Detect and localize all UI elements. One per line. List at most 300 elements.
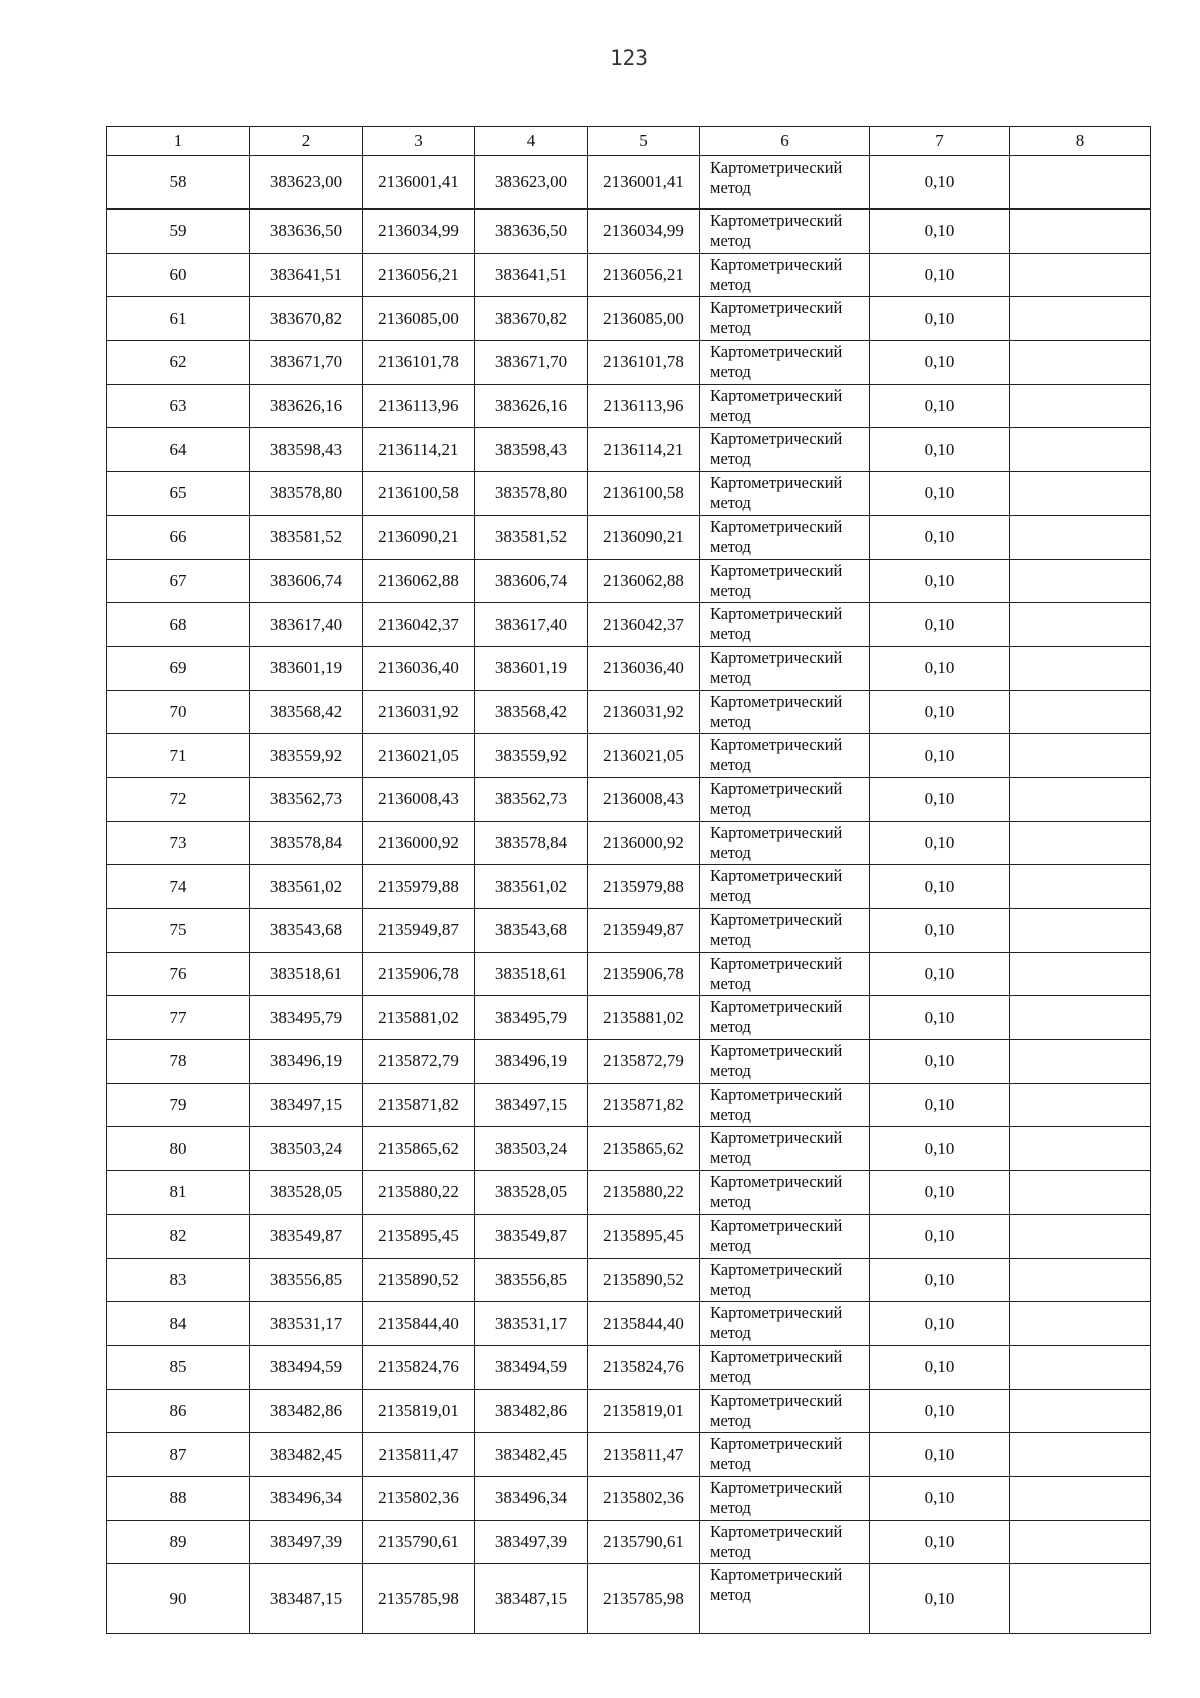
x-coordinate-cell: 383641,51: [250, 253, 363, 297]
note-cell: [1010, 559, 1151, 603]
accuracy-cell: 0,10: [870, 297, 1010, 341]
coordinates-table: [106, 126, 1151, 1634]
method-line-2: метод: [710, 1104, 751, 1124]
x-coordinate-cell: 383581,52: [475, 515, 588, 559]
x-coordinate-cell: 383482,86: [250, 1389, 363, 1433]
point-number-cell: 86: [107, 1389, 250, 1433]
y-coordinate-cell: 2136034,99: [363, 209, 475, 253]
point-number-cell: 65: [107, 472, 250, 516]
method-line-1: Картометрический: [710, 1128, 843, 1148]
point-number-cell: 64: [107, 428, 250, 472]
note-cell: [1010, 156, 1151, 210]
note-cell: [1010, 1476, 1151, 1520]
y-coordinate-cell: 2135790,61: [363, 1520, 475, 1564]
y-coordinate-cell: 2135844,40: [588, 1302, 700, 1346]
y-coordinate-cell: 2135819,01: [588, 1389, 700, 1433]
column-header: 2: [250, 127, 363, 156]
x-coordinate-cell: 383581,52: [250, 515, 363, 559]
y-coordinate-cell: 2136001,41: [363, 156, 475, 210]
method-line-1: Картометрический: [710, 735, 843, 755]
method-cell: [700, 1214, 870, 1258]
y-coordinate-cell: 2135895,45: [588, 1214, 700, 1258]
x-coordinate-cell: 383601,19: [250, 646, 363, 690]
method-cell: [700, 253, 870, 297]
table-row: [107, 297, 1151, 341]
method-cell: [700, 952, 870, 996]
x-coordinate-cell: 383528,05: [250, 1171, 363, 1215]
note-cell: [1010, 1127, 1151, 1171]
method-cell: [700, 472, 870, 516]
table-row: [107, 1302, 1151, 1346]
y-coordinate-cell: 2135872,79: [363, 1040, 475, 1084]
accuracy-cell: 0,10: [870, 428, 1010, 472]
note-cell: [1010, 428, 1151, 472]
table-row: [107, 777, 1151, 821]
method-line-2: метод: [710, 667, 751, 687]
table-row: [107, 1564, 1151, 1634]
x-coordinate-cell: 383641,51: [475, 253, 588, 297]
note-cell: [1010, 1083, 1151, 1127]
method-line-2: метод: [710, 1366, 751, 1386]
method-line-1: Картометрический: [710, 1303, 843, 1323]
note-cell: [1010, 472, 1151, 516]
method-cell: [700, 909, 870, 953]
method-line-1: Картометрический: [710, 211, 843, 230]
x-coordinate-cell: 383562,73: [250, 777, 363, 821]
method-line-2: метод: [710, 493, 751, 513]
method-line-2: метод: [710, 1279, 751, 1299]
point-number-cell: 69: [107, 646, 250, 690]
table-row: [107, 253, 1151, 297]
method-cell: [700, 156, 870, 210]
x-coordinate-cell: 383559,92: [475, 734, 588, 778]
accuracy-cell: 0,10: [870, 472, 1010, 516]
method-line-1: Картометрический: [710, 822, 843, 842]
y-coordinate-cell: 2135881,02: [363, 996, 475, 1040]
x-coordinate-cell: 383497,15: [475, 1083, 588, 1127]
x-coordinate-cell: 383503,24: [250, 1127, 363, 1171]
point-number-cell: 83: [107, 1258, 250, 1302]
method-line-1: Картометрический: [710, 910, 843, 929]
x-coordinate-cell: 383482,45: [250, 1433, 363, 1477]
accuracy-cell: 0,10: [870, 821, 1010, 865]
method-line-1: Картометрический: [710, 473, 843, 493]
method-line-2: метод: [710, 362, 751, 382]
note-cell: [1010, 1389, 1151, 1433]
y-coordinate-cell: 2136056,21: [363, 253, 475, 297]
y-coordinate-cell: 2136062,88: [363, 559, 475, 603]
accuracy-cell: 0,10: [870, 1433, 1010, 1477]
accuracy-cell: 0,10: [870, 996, 1010, 1040]
y-coordinate-cell: 2135819,01: [363, 1389, 475, 1433]
y-coordinate-cell: 2136114,21: [363, 428, 475, 472]
method-cell: [700, 384, 870, 428]
accuracy-cell: 0,10: [870, 909, 1010, 953]
y-coordinate-cell: 2136101,78: [363, 341, 475, 385]
table-row: [107, 1127, 1151, 1171]
accuracy-cell: 0,10: [870, 734, 1010, 778]
y-coordinate-cell: 2136090,21: [588, 515, 700, 559]
method-line-1: Картометрический: [710, 778, 843, 798]
method-line-2: метод: [710, 973, 751, 993]
accuracy-cell: 0,10: [870, 1389, 1010, 1433]
y-coordinate-cell: 2135824,76: [588, 1345, 700, 1389]
x-coordinate-cell: 383626,16: [250, 384, 363, 428]
method-line-1: Картометрический: [710, 158, 843, 177]
method-cell: [700, 1520, 870, 1564]
method-line-1: Картометрический: [710, 1041, 843, 1061]
table-row: [107, 603, 1151, 647]
point-number-cell: 82: [107, 1214, 250, 1258]
y-coordinate-cell: 2135881,02: [588, 996, 700, 1040]
y-coordinate-cell: 2135785,98: [588, 1564, 700, 1634]
x-coordinate-cell: 383549,87: [475, 1214, 588, 1258]
note-cell: [1010, 1564, 1151, 1634]
note-cell: [1010, 1171, 1151, 1215]
x-coordinate-cell: 383487,15: [475, 1564, 588, 1634]
method-line-2: метод: [710, 318, 751, 338]
method-cell: [700, 297, 870, 341]
note-cell: [1010, 690, 1151, 734]
x-coordinate-cell: 383556,85: [250, 1258, 363, 1302]
x-coordinate-cell: 383482,45: [475, 1433, 588, 1477]
table-row: [107, 1083, 1151, 1127]
x-coordinate-cell: 383497,39: [250, 1520, 363, 1564]
y-coordinate-cell: 2135906,78: [588, 952, 700, 996]
x-coordinate-cell: 383578,84: [250, 821, 363, 865]
method-line-1: Картометрический: [710, 298, 843, 318]
point-number-cell: 89: [107, 1520, 250, 1564]
x-coordinate-cell: 383494,59: [250, 1345, 363, 1389]
y-coordinate-cell: 2136056,21: [588, 253, 700, 297]
x-coordinate-cell: 383487,15: [250, 1564, 363, 1634]
table-row: [107, 515, 1151, 559]
y-coordinate-cell: 2136021,05: [588, 734, 700, 778]
y-coordinate-cell: 2135906,78: [363, 952, 475, 996]
method-cell: [700, 690, 870, 734]
note-cell: [1010, 1040, 1151, 1084]
method-line-1: Картометрический: [710, 1477, 843, 1497]
y-coordinate-cell: 2135811,47: [363, 1433, 475, 1477]
method-cell: [700, 1476, 870, 1520]
point-number-cell: 76: [107, 952, 250, 996]
point-number-cell: 75: [107, 909, 250, 953]
y-coordinate-cell: 2136008,43: [363, 777, 475, 821]
table-row: [107, 690, 1151, 734]
x-coordinate-cell: 383578,80: [250, 472, 363, 516]
method-line-2: метод: [710, 798, 751, 818]
x-coordinate-cell: 383482,86: [475, 1389, 588, 1433]
method-cell: [700, 1302, 870, 1346]
table-row: [107, 952, 1151, 996]
method-cell: [700, 734, 870, 778]
accuracy-cell: 0,10: [870, 1564, 1010, 1634]
x-coordinate-cell: 383568,42: [250, 690, 363, 734]
method-line-2: метод: [710, 886, 751, 906]
accuracy-cell: 0,10: [870, 253, 1010, 297]
y-coordinate-cell: 2136036,40: [588, 646, 700, 690]
method-cell: [700, 865, 870, 909]
x-coordinate-cell: 383556,85: [475, 1258, 588, 1302]
method-cell: [700, 603, 870, 647]
point-number-cell: 87: [107, 1433, 250, 1477]
method-line-1: Картометрический: [710, 429, 843, 449]
table-row: [107, 1345, 1151, 1389]
x-coordinate-cell: 383549,87: [250, 1214, 363, 1258]
x-coordinate-cell: 383670,82: [250, 297, 363, 341]
y-coordinate-cell: 2136001,41: [588, 156, 700, 210]
y-coordinate-cell: 2135890,52: [363, 1258, 475, 1302]
y-coordinate-cell: 2135979,88: [363, 865, 475, 909]
x-coordinate-cell: 383561,02: [475, 865, 588, 909]
note-cell: [1010, 996, 1151, 1040]
method-cell: [700, 1345, 870, 1389]
method-line-1: Картометрический: [710, 1259, 843, 1279]
y-coordinate-cell: 2135880,22: [363, 1171, 475, 1215]
table-row: [107, 156, 1151, 210]
y-coordinate-cell: 2135871,82: [363, 1083, 475, 1127]
note-cell: [1010, 821, 1151, 865]
x-coordinate-cell: 383670,82: [475, 297, 588, 341]
y-coordinate-cell: 2136113,96: [363, 384, 475, 428]
x-coordinate-cell: 383623,00: [250, 156, 363, 210]
method-line-2: метод: [710, 274, 751, 294]
method-line-2: метод: [710, 755, 751, 775]
accuracy-cell: 0,10: [870, 559, 1010, 603]
x-coordinate-cell: 383496,34: [475, 1476, 588, 1520]
method-cell: [700, 1433, 870, 1477]
method-line-1: Картометрический: [710, 953, 843, 973]
y-coordinate-cell: 2136114,21: [588, 428, 700, 472]
method-line-1: Картометрический: [710, 866, 843, 886]
method-line-1: Картометрический: [710, 604, 843, 624]
method-cell: [700, 515, 870, 559]
y-coordinate-cell: 2135802,36: [588, 1476, 700, 1520]
method-line-2: метод: [710, 1148, 751, 1168]
y-coordinate-cell: 2135979,88: [588, 865, 700, 909]
method-line-1: Картометрический: [710, 1215, 843, 1235]
method-line-2: метод: [710, 1061, 751, 1081]
note-cell: [1010, 646, 1151, 690]
table-row: [107, 821, 1151, 865]
x-coordinate-cell: 383496,34: [250, 1476, 363, 1520]
x-coordinate-cell: 383617,40: [475, 603, 588, 647]
method-line-2: метод: [710, 1454, 751, 1474]
table-row: [107, 909, 1151, 953]
table-row: [107, 1214, 1151, 1258]
x-coordinate-cell: 383531,17: [250, 1302, 363, 1346]
method-line-2: метод: [710, 536, 751, 556]
table-row: [107, 996, 1151, 1040]
x-coordinate-cell: 383496,19: [475, 1040, 588, 1084]
x-coordinate-cell: 383578,84: [475, 821, 588, 865]
x-coordinate-cell: 383496,19: [250, 1040, 363, 1084]
point-number-cell: 67: [107, 559, 250, 603]
accuracy-cell: 0,10: [870, 1520, 1010, 1564]
accuracy-cell: 0,10: [870, 209, 1010, 253]
x-coordinate-cell: 383495,79: [475, 996, 588, 1040]
x-coordinate-cell: 383671,70: [250, 341, 363, 385]
y-coordinate-cell: 2135890,52: [588, 1258, 700, 1302]
y-coordinate-cell: 2136085,00: [588, 297, 700, 341]
method-line-2: метод: [710, 405, 751, 425]
point-number-cell: 58: [107, 156, 250, 210]
point-number-cell: 90: [107, 1564, 250, 1634]
x-coordinate-cell: 383495,79: [250, 996, 363, 1040]
x-coordinate-cell: 383503,24: [475, 1127, 588, 1171]
y-coordinate-cell: 2136101,78: [588, 341, 700, 385]
accuracy-cell: 0,10: [870, 646, 1010, 690]
method-line-1: Картометрический: [710, 1346, 843, 1366]
point-number-cell: 77: [107, 996, 250, 1040]
method-line-2: метод: [710, 711, 751, 731]
point-number-cell: 61: [107, 297, 250, 341]
method-line-2: метод: [710, 1192, 751, 1212]
note-cell: [1010, 515, 1151, 559]
method-cell: [700, 428, 870, 472]
y-coordinate-cell: 2135949,87: [588, 909, 700, 953]
x-coordinate-cell: 383568,42: [475, 690, 588, 734]
method-line-1: Картометрический: [710, 342, 843, 362]
method-line-2: метод: [710, 580, 751, 600]
x-coordinate-cell: 383518,61: [475, 952, 588, 996]
method-line-1: Картометрический: [710, 691, 843, 711]
method-cell: [700, 1258, 870, 1302]
note-cell: [1010, 341, 1151, 385]
x-coordinate-cell: 383598,43: [475, 428, 588, 472]
x-coordinate-cell: 383528,05: [475, 1171, 588, 1215]
y-coordinate-cell: 2136034,99: [588, 209, 700, 253]
accuracy-cell: 0,10: [870, 1040, 1010, 1084]
y-coordinate-cell: 2136000,92: [588, 821, 700, 865]
x-coordinate-cell: 383617,40: [250, 603, 363, 647]
point-number-cell: 59: [107, 209, 250, 253]
y-coordinate-cell: 2136085,00: [363, 297, 475, 341]
y-coordinate-cell: 2136100,58: [363, 472, 475, 516]
accuracy-cell: 0,10: [870, 1476, 1010, 1520]
x-coordinate-cell: 383606,74: [250, 559, 363, 603]
table-row: [107, 472, 1151, 516]
y-coordinate-cell: 2135865,62: [363, 1127, 475, 1171]
note-cell: [1010, 209, 1151, 253]
x-coordinate-cell: 383578,80: [475, 472, 588, 516]
method-line-2: метод: [710, 1541, 751, 1561]
point-number-cell: 60: [107, 253, 250, 297]
table-body: [107, 156, 1151, 1634]
note-cell: [1010, 909, 1151, 953]
y-coordinate-cell: 2135790,61: [588, 1520, 700, 1564]
method-line-1: Картометрический: [710, 1390, 843, 1410]
column-header: 7: [870, 127, 1010, 156]
method-line-1: Картометрический: [710, 647, 843, 667]
x-coordinate-cell: 383598,43: [250, 428, 363, 472]
method-cell: [700, 1564, 870, 1634]
y-coordinate-cell: 2135872,79: [588, 1040, 700, 1084]
note-cell: [1010, 1302, 1151, 1346]
x-coordinate-cell: 383559,92: [250, 734, 363, 778]
column-header: 3: [363, 127, 475, 156]
accuracy-cell: 0,10: [870, 1127, 1010, 1171]
method-line-1: Картометрический: [710, 385, 843, 405]
method-cell: [700, 646, 870, 690]
accuracy-cell: 0,10: [870, 515, 1010, 559]
method-line-2: метод: [710, 1410, 751, 1430]
method-cell: [700, 996, 870, 1040]
note-cell: [1010, 865, 1151, 909]
note-cell: [1010, 952, 1151, 996]
method-cell: [700, 777, 870, 821]
column-header: 1: [107, 127, 250, 156]
method-line-2: метод: [710, 1017, 751, 1037]
method-cell: [700, 821, 870, 865]
x-coordinate-cell: 383561,02: [250, 865, 363, 909]
x-coordinate-cell: 383497,15: [250, 1083, 363, 1127]
method-line-1: Картометрический: [710, 1172, 843, 1192]
x-coordinate-cell: 383626,16: [475, 384, 588, 428]
note-cell: [1010, 1214, 1151, 1258]
table-row: [107, 734, 1151, 778]
method-cell: [700, 1171, 870, 1215]
table-row: [107, 1433, 1151, 1477]
point-number-cell: 63: [107, 384, 250, 428]
point-number-cell: 62: [107, 341, 250, 385]
x-coordinate-cell: 383531,17: [475, 1302, 588, 1346]
method-line-1: Картометрический: [710, 1434, 843, 1454]
accuracy-cell: 0,10: [870, 690, 1010, 734]
method-line-2: метод: [710, 178, 751, 197]
method-line-2: метод: [710, 1585, 751, 1605]
y-coordinate-cell: 2136090,21: [363, 515, 475, 559]
table-row: [107, 1520, 1151, 1564]
point-number-cell: 88: [107, 1476, 250, 1520]
method-cell: [700, 559, 870, 603]
y-coordinate-cell: 2136062,88: [588, 559, 700, 603]
accuracy-cell: 0,10: [870, 341, 1010, 385]
y-coordinate-cell: 2136031,92: [363, 690, 475, 734]
table-row: [107, 1171, 1151, 1215]
method-line-1: Картометрический: [710, 560, 843, 580]
note-cell: [1010, 1258, 1151, 1302]
y-coordinate-cell: 2136036,40: [363, 646, 475, 690]
point-number-cell: 71: [107, 734, 250, 778]
note-cell: [1010, 603, 1151, 647]
x-coordinate-cell: 383606,74: [475, 559, 588, 603]
method-line-2: метод: [710, 624, 751, 644]
y-coordinate-cell: 2136113,96: [588, 384, 700, 428]
x-coordinate-cell: 383623,00: [475, 156, 588, 210]
method-cell: [700, 1127, 870, 1171]
method-line-2: метод: [710, 1235, 751, 1255]
note-cell: [1010, 1520, 1151, 1564]
accuracy-cell: 0,10: [870, 1258, 1010, 1302]
method-line-1: Картометрический: [710, 1521, 843, 1541]
x-coordinate-cell: 383497,39: [475, 1520, 588, 1564]
note-cell: [1010, 777, 1151, 821]
column-header: 8: [1010, 127, 1151, 156]
accuracy-cell: 0,10: [870, 156, 1010, 210]
y-coordinate-cell: 2135949,87: [363, 909, 475, 953]
method-cell: [700, 1083, 870, 1127]
accuracy-cell: 0,10: [870, 865, 1010, 909]
note-cell: [1010, 384, 1151, 428]
y-coordinate-cell: 2135844,40: [363, 1302, 475, 1346]
table-row: [107, 1476, 1151, 1520]
method-cell: [700, 1040, 870, 1084]
method-line-2: метод: [710, 449, 751, 469]
accuracy-cell: 0,10: [870, 1302, 1010, 1346]
table-row: [107, 559, 1151, 603]
table-row: [107, 1389, 1151, 1433]
